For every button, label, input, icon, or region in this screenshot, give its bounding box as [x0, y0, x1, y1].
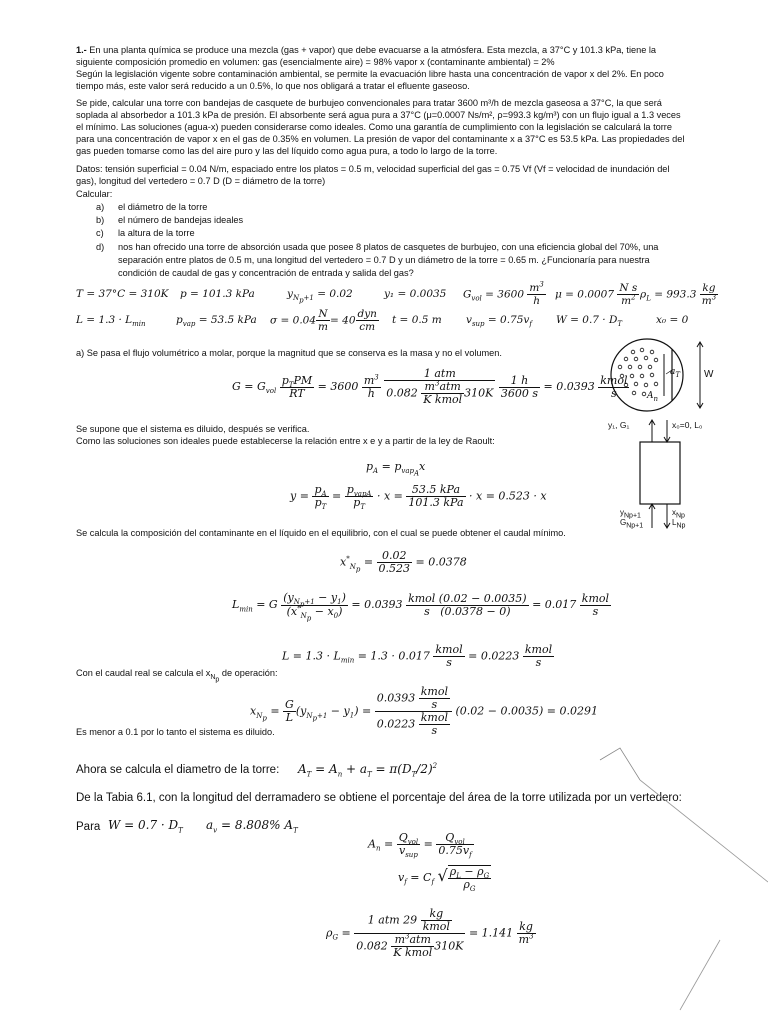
given-T: T = 37°C = 310K: [76, 288, 169, 300]
vf-equation: $v_f = C_f$ √ $\frac{\rho_L - \rho_G}{\rho_G}$: [398, 865, 490, 894]
list-item: el diámetro de la torre: [118, 202, 208, 212]
molar-flow-equation: $G = G_{vol}$ $\frac{p_TPM}{RT}$ = 3600 $\frac{m^3}{h}$ 1 atm 0.082 $\frac{m^3atm}{\text{K kmol}}$ 310K $\frac{1 h}{3600 s}$ = 0.0393 $\frac{\text{kmol}}{s}$: [232, 367, 628, 406]
calc-label: Calcular:: [76, 189, 113, 199]
label-An: $A_n$: [647, 391, 659, 403]
label-W: W: [704, 369, 714, 380]
para-label: Para: [76, 821, 101, 833]
problem-line: gas pueden tomarse como las del aire puro y las del líquido como agua pura, a todo lo largo de la torre.: [76, 146, 498, 156]
label-top-right: x₀=0, L₀: [672, 420, 703, 430]
tower-body: [640, 442, 680, 504]
list-letter: b): [96, 215, 105, 225]
diameter-label: Ahora se calcula el diametro de la torre:: [76, 764, 280, 776]
label-aT: $a_T$: [670, 367, 681, 379]
list-item: la altura de la torre: [118, 228, 195, 238]
xstar-equation: $x^*_{N_p}$ = $\frac{0.02}{0.523}$ = 0.0378: [340, 549, 467, 575]
table-text: De la Tabia 6.1, con la longitud del derramadero se obtiene el porcentaje del área de la torre utilizada por un vertedero:: [76, 792, 682, 804]
list-item: nos han ofrecido una torre de absorción usada que posee 8 platos de casquetes de burbujeo, con una eficiencia global del 70%, una: [118, 242, 659, 252]
given-t: t = 0.5 m: [392, 314, 442, 326]
problem-line: Se pide, calcular una torre con bandejas de casquete de burbujeo convencionales para tratar 3600 m³/h de mezcla gaseosa a 37°C, la que será: [76, 98, 662, 108]
problem-line: tiempo más, este valor será reducido a un 0.5%, lo que nos obligará a tratar el efluente gaseoso.: [76, 81, 470, 91]
given-Gvol: $G_{vol} = 3600$ $\frac{m^3}{h}$: [463, 280, 544, 307]
given-W: $W = 0.7 \cdot D_T$: [556, 314, 623, 329]
solution-text: Es menor a 0.1 por lo tanto el sistema es diluido.: [76, 727, 275, 737]
list-letter: a): [96, 202, 105, 212]
given-rhoL: $\rho_L = 993.3$ $\frac{kg}{m^3}$: [640, 282, 717, 307]
label-top-left: y₁, G₁: [608, 420, 630, 430]
list-item: condición de caudal de gas y concentración de entrada y salida del gas?: [118, 268, 414, 278]
solution-text: Se supone que el sistema es diluido, después se verifica.: [76, 424, 310, 434]
Lmin-equation: $L_{min} = G$ $\frac{(y_{N_p+1} - y_1)}{(x^*_{N_p} - x_0)}$ = 0.0393 $\frac{\text{kmol (0.02 − 0.0035)}}{s (0.0378 - 0)}$ = 0.017 $\frac{\text{kmol}}{s}$: [232, 591, 610, 623]
data-line: gas), longitud del vertedero = 0.7 D (D = diámetro de la torre): [76, 176, 326, 186]
problem-line: 1.- En una planta química se produce una mezcla (gas + vapor) que debe evacuarse a la atmósfera. Esta mezcla, a 37°C y 101.3 kPa, tiene la: [76, 45, 657, 55]
rhoG-equation: $\rho_G$ = 1 atm 29 $\frac{kg}{\text{kmol}}$ 0.082 $\frac{m^3atm}{\text{K kmol}}$ 310K = 1.141 $\frac{kg}{m^3}$: [326, 907, 534, 959]
problem-line: para una concentración de vapor x en el gas de 0.35% en volumen. La presión de vapor del contaminante x a 37°C es 53.5 kPa. Las propiedades del: [76, 134, 685, 144]
equilibrium-equation: y = $\frac{p_A}{p_T}$ = $\frac{p_{vapA}}{p_T}$ · x = $\frac{\text{53.5 kPa}}{\text{101.3 kPa}}$ · x = 0.523 · x: [290, 483, 547, 512]
W-equation: $W = 0.7 \cdot D_T$: [108, 818, 183, 835]
solution-text: a) Se pasa el flujo volumétrico a molar, porque la magnitud que se conserva es la masa y no el volumen.: [76, 348, 502, 358]
L-equation: $L = 1.3 \cdot L_{min} = 1.3 \cdot 0.017$ $\frac{\text{kmol}}{s}$ = 0.0223 $\frac{\text{kmol}}{s}$: [282, 643, 553, 669]
solution-text: Con el caudal real se calcula el $x_{N_p}$ de operación:: [76, 668, 278, 684]
list-letter: d): [96, 242, 105, 252]
given-y1: y₁ = 0.0035: [384, 288, 447, 300]
page-fold-lines: [0, 740, 768, 1024]
solution-text: Como las soluciones son ideales puede establecerse la relación entre x e y a partir de la ley de Raoult:: [76, 436, 495, 446]
problem-line: soplada al absorbedor a 101.3 kPa de presión. El absorbente será agua pura a 37°C (μ=0.0007 Ns/m², ρ=993.3 kg/m³) con un flujo igual a 1.3 veces: [76, 110, 681, 120]
data-line: Datos: tensión superficial = 0.04 N/m, espaciado entre los platos = 0.5 m, velocidad superficial del gas = 0.75 Vf (Vf = velocidad de inundación del: [76, 164, 670, 174]
label-bottom-left: $y_{Np+1}$ $G_{Np+1}$: [620, 508, 644, 530]
solution-text: Se calcula la composición del contaminante en el líquido en el equilibrio, con el cual se puede obtener el caudal mínimo.: [76, 528, 566, 538]
given-pvap: $p_{vap} = 53.5$ kPa: [176, 314, 257, 329]
list-letter: c): [96, 228, 104, 238]
problem-line: siguiente composición promedio en volumen: gas (esencialmente aire) = 98% vapor x (contaminante ambiental) = 2%: [76, 57, 555, 67]
given-yNp: $y_{N_p+1} = 0.02$: [287, 288, 353, 305]
problem-line: Según la legislación vigente sobre contaminación ambiental, se permite la evacuación libre hasta una concentración de vapor x del 2%. En poco: [76, 69, 664, 79]
problem-line: el mínimo. Las soluciones (agua-x) pueden considerarse como ideales. Como una garantía de cumplimiento con la legislación se calculará la torre: [76, 122, 672, 132]
area-equation: $A_T = A_n + a_T = \pi(D_T/2)^2$: [298, 762, 438, 779]
av-equation: $a_v = 8.808\%$ $A_T$: [206, 818, 298, 835]
given-x0: x₀ = 0: [656, 314, 689, 326]
given-L: $L = 1.3 \cdot L_{min}$: [76, 314, 146, 329]
given-sigma: σ = 0.04 $\frac{N}{m}$ = 40 $\frac{\text{dyn}}{cm}$: [270, 308, 377, 333]
bubble-caps: [618, 348, 658, 396]
given-mu: μ = 0.0007 $\frac{\text{N s}}{m^2}$: [555, 282, 638, 307]
An-equation: $A_n$ = $\frac{Q_{vol}}{v_{sup}}$ = $\frac{Q_{vol}}{0.75v_f}$: [368, 831, 472, 860]
list-item: el número de bandejas ideales: [118, 215, 244, 225]
given-p: p = 101.3 kPa: [180, 288, 255, 300]
label-bottom-right: $x_{Np}$ $L_{Np}$: [672, 508, 686, 530]
xnp-equation: $x_{N_p}$ = $\frac{G}{L}$ $(y_{N_p+1} - y_1)$ = 0.0393 $\frac{\text{kmol}}{s}$ 0.0223 $\frac{\text{kmol}}{s}$ (0.02 − 0.0035) = 0.0291: [250, 685, 598, 737]
raoult-equation: $p_A = p_{vap_A}x$: [366, 460, 426, 478]
given-vsup: $v_{sup} = 0.75v_f$: [466, 314, 532, 329]
list-item: separación entre platos de 0.5 m, una longitud del vertedero = 0.7 D y un diámetro de la torre = 0.65 m. ¿Funcionaría para nuestra: [118, 255, 650, 265]
